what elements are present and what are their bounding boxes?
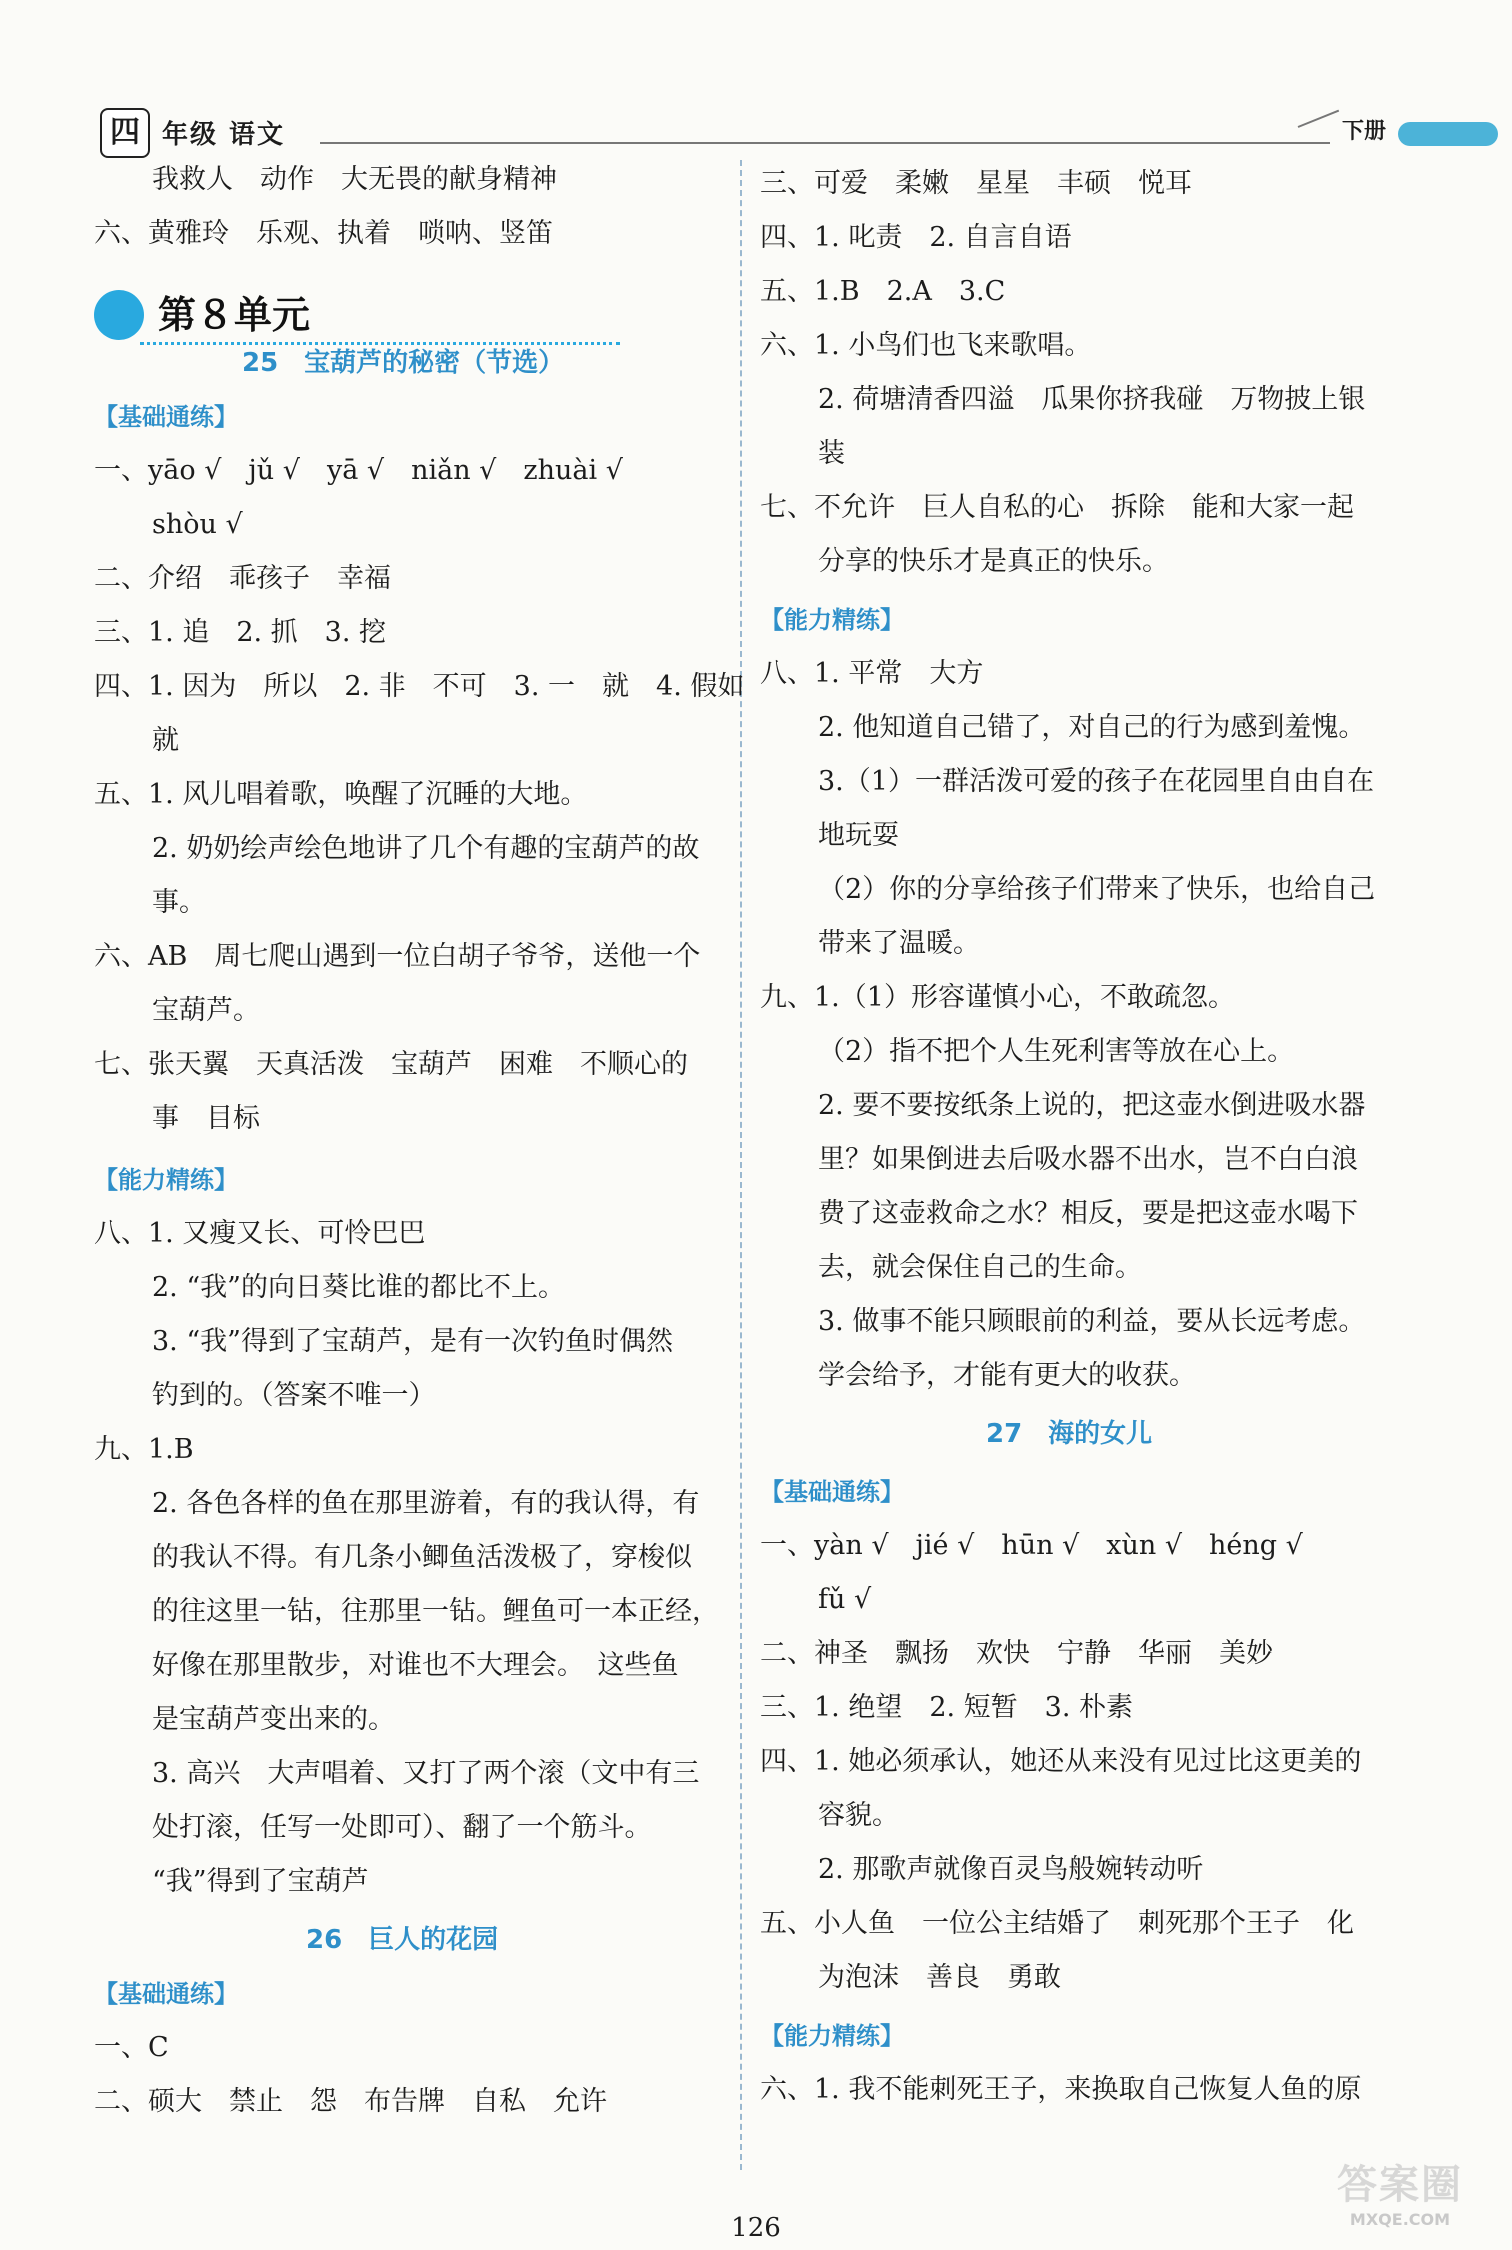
- answer-line: fǔ √: [818, 1584, 872, 1615]
- answer-line: 六、AB 周七爬山遇到一位白胡子爷爷，送他一个: [94, 941, 701, 972]
- section-heading: 【能力精练】: [760, 606, 904, 634]
- answer-line: 二、介绍 乖孩子 幸福: [94, 563, 391, 594]
- unit-dot-icon: [94, 290, 144, 340]
- answer-line: 五、小人鱼 一位公主结婚了 刺死那个王子 化: [760, 1908, 1354, 1939]
- answer-line: 五、1.B 2.A 3.C: [760, 276, 1006, 307]
- answer-line: 装: [818, 438, 845, 469]
- answer-line: 2. 他知道自己错了，对自己的行为感到羞愧。: [818, 712, 1366, 743]
- section-heading: 【基础通练】: [94, 403, 238, 431]
- answer-line: 一、yāo √ jǔ √ yā √ niǎn √ zhuài √: [94, 455, 623, 486]
- answer-line: 容貌。: [818, 1800, 899, 1831]
- book-part-label: 下册: [1342, 119, 1387, 144]
- lesson-title: 26 巨人的花园: [306, 1925, 499, 1955]
- answer-line: 六、1. 小鸟们也飞来歌唱。: [760, 330, 1092, 361]
- answer-line: 我救人 动作 大无畏的献身精神: [152, 164, 557, 195]
- answer-line: 带来了温暖。: [818, 928, 980, 959]
- answer-line: 二、神圣 飘扬 欢快 宁静 华丽 美妙: [760, 1638, 1273, 1669]
- header-rule: [320, 142, 1330, 144]
- answer-line: 费了这壶救命之水？相反，要是把这壶水喝下: [818, 1198, 1358, 1229]
- answer-line: 去，就会保住自己的生命。: [818, 1252, 1142, 1283]
- answer-line: 五、1. 风儿唱着歌，唤醒了沉睡的大地。: [94, 779, 588, 810]
- answer-line: 分享的快乐才是真正的快乐。: [818, 546, 1169, 577]
- section-heading: 【基础通练】: [94, 1980, 238, 2008]
- section-heading: 【能力精练】: [94, 1166, 238, 1194]
- answer-line: shòu √: [152, 509, 243, 540]
- answer-line: 七、张天翼 天真活泼 宝葫芦 困难 不顺心的: [94, 1049, 688, 1080]
- answer-line: 八、1. 平常 大方: [760, 658, 984, 689]
- answer-line: 3.（1）一群活泼可爱的孩子在花园里自由自在: [818, 766, 1374, 797]
- answer-line: 三、可爱 柔嫩 星星 丰硕 悦耳: [760, 168, 1192, 199]
- lesson-title: 27 海的女儿: [986, 1419, 1153, 1449]
- answer-line: 三、1. 追 2. 抓 3. 挖: [94, 617, 387, 648]
- answer-line: 学会给予，才能有更大的收获。: [818, 1360, 1196, 1391]
- answer-line: 一、yàn √ jié √ hūn √ xùn √ héng √: [760, 1530, 1303, 1561]
- answer-line: 2. 荷塘清香四溢 瓜果你挤我碰 万物披上银: [818, 384, 1366, 415]
- answer-line: 钓到的。（答案不唯一）: [152, 1380, 436, 1411]
- answer-line: 处打滚，任写一处即可）、翻了一个筋斗。: [152, 1812, 652, 1843]
- answer-line: 七、不允许 巨人自私的心 拆除 能和大家一起: [760, 492, 1354, 523]
- answer-line: “我”得到了宝葫芦: [152, 1866, 369, 1897]
- answer-line: 九、1.（1）形容谨慎小心，不敢疏忽。: [760, 982, 1235, 1013]
- answer-line: 四、1. 她必须承认，她还从来没有见过比这更美的: [760, 1746, 1362, 1777]
- answer-line: 2. 要不要按纸条上说的，把这壶水倒进吸水器: [818, 1090, 1366, 1121]
- answer-line: 事 目标: [152, 1103, 260, 1134]
- section-heading: 【能力精练】: [760, 2022, 904, 2050]
- answer-line: 2. 那歌声就像百灵鸟般婉转动听: [818, 1854, 1204, 1885]
- answer-line: 三、1. 绝望 2. 短暂 3. 朴素: [760, 1692, 1134, 1723]
- answer-line: 四、1. 因为 所以 2. 非 不可 3. 一 就 4. 假如: [94, 671, 745, 702]
- answer-line: （2）你的分享给孩子们带来了快乐，也给自己: [818, 874, 1376, 905]
- series-badge: [1398, 122, 1498, 146]
- answer-line: 六、1. 我不能刺死王子，来换取自己恢复人鱼的原: [760, 2074, 1362, 2105]
- unit-title: 第８单元: [158, 293, 311, 337]
- watermark-logo: [1300, 2160, 1500, 2240]
- watermark-url: MXQE.COM: [1349, 2210, 1451, 2229]
- answer-line: （2）指不把个人生死利害等放在心上。: [818, 1036, 1295, 1067]
- answer-line: 地玩耍: [818, 820, 899, 851]
- answer-line: 2. “我”的向日葵比谁的都比不上。: [152, 1272, 565, 1303]
- section-heading: 【基础通练】: [760, 1478, 904, 1506]
- answer-line: 的往这里一钻，往那里一钻。鲤鱼可一本正经，: [152, 1596, 719, 1627]
- answer-line: 二、硕大 禁止 怨 布告牌 自私 允许: [94, 2086, 607, 2117]
- answer-line: 就: [152, 725, 179, 756]
- answer-line: 的我认不得。有几条小鲫鱼活泼极了，穿梭似: [152, 1542, 692, 1573]
- answer-line: 六、黄雅玲 乐观、执着 唢呐、竖笛: [94, 218, 553, 249]
- grade-box: 四: [100, 108, 150, 158]
- answer-line: 是宝葫芦变出来的。: [152, 1704, 395, 1735]
- answer-line: 八、1. 又瘦又长、可怜巴巴: [94, 1218, 426, 1249]
- column-divider: [740, 160, 742, 2170]
- answer-line: 四、1. 叱责 2. 自言自语: [760, 222, 1072, 253]
- answer-line: 为泡沫 善良 勇敢: [818, 1962, 1061, 1993]
- answer-line: 事。: [152, 887, 206, 918]
- answer-line: 3. 做事不能只顾眼前的利益，要从长远考虑。: [818, 1306, 1366, 1337]
- header-rule-slant: [1298, 110, 1340, 128]
- answer-line: 2. 各色各样的鱼在那里游着，有的我认得，有: [152, 1488, 700, 1519]
- answer-line: 一、C: [94, 2032, 169, 2063]
- answer-line: 3. 高兴 大声唱着、又打了两个滚（文中有三: [152, 1758, 700, 1789]
- lesson-title: 25 宝葫芦的秘密（节选）: [242, 348, 565, 378]
- page-number: 126: [731, 2213, 781, 2243]
- watermark-text: 答案圈: [1337, 2162, 1463, 2208]
- answer-line: 九、1.B: [94, 1434, 194, 1465]
- answer-line: 里？如果倒进去后吸水器不出水，岂不白白浪: [818, 1144, 1358, 1175]
- answer-line: 2. 奶奶绘声绘色地讲了几个有趣的宝葫芦的故: [152, 833, 700, 864]
- answer-line: 好像在那里散步，对谁也不大理会。 这些鱼: [152, 1650, 679, 1681]
- page-header: [100, 108, 1400, 156]
- answer-line: 3. “我”得到了宝葫芦，是有一次钓鱼时偶然: [152, 1326, 673, 1357]
- answer-line: 宝葫芦。: [152, 995, 260, 1026]
- header-subject: 年级 语文: [162, 120, 286, 150]
